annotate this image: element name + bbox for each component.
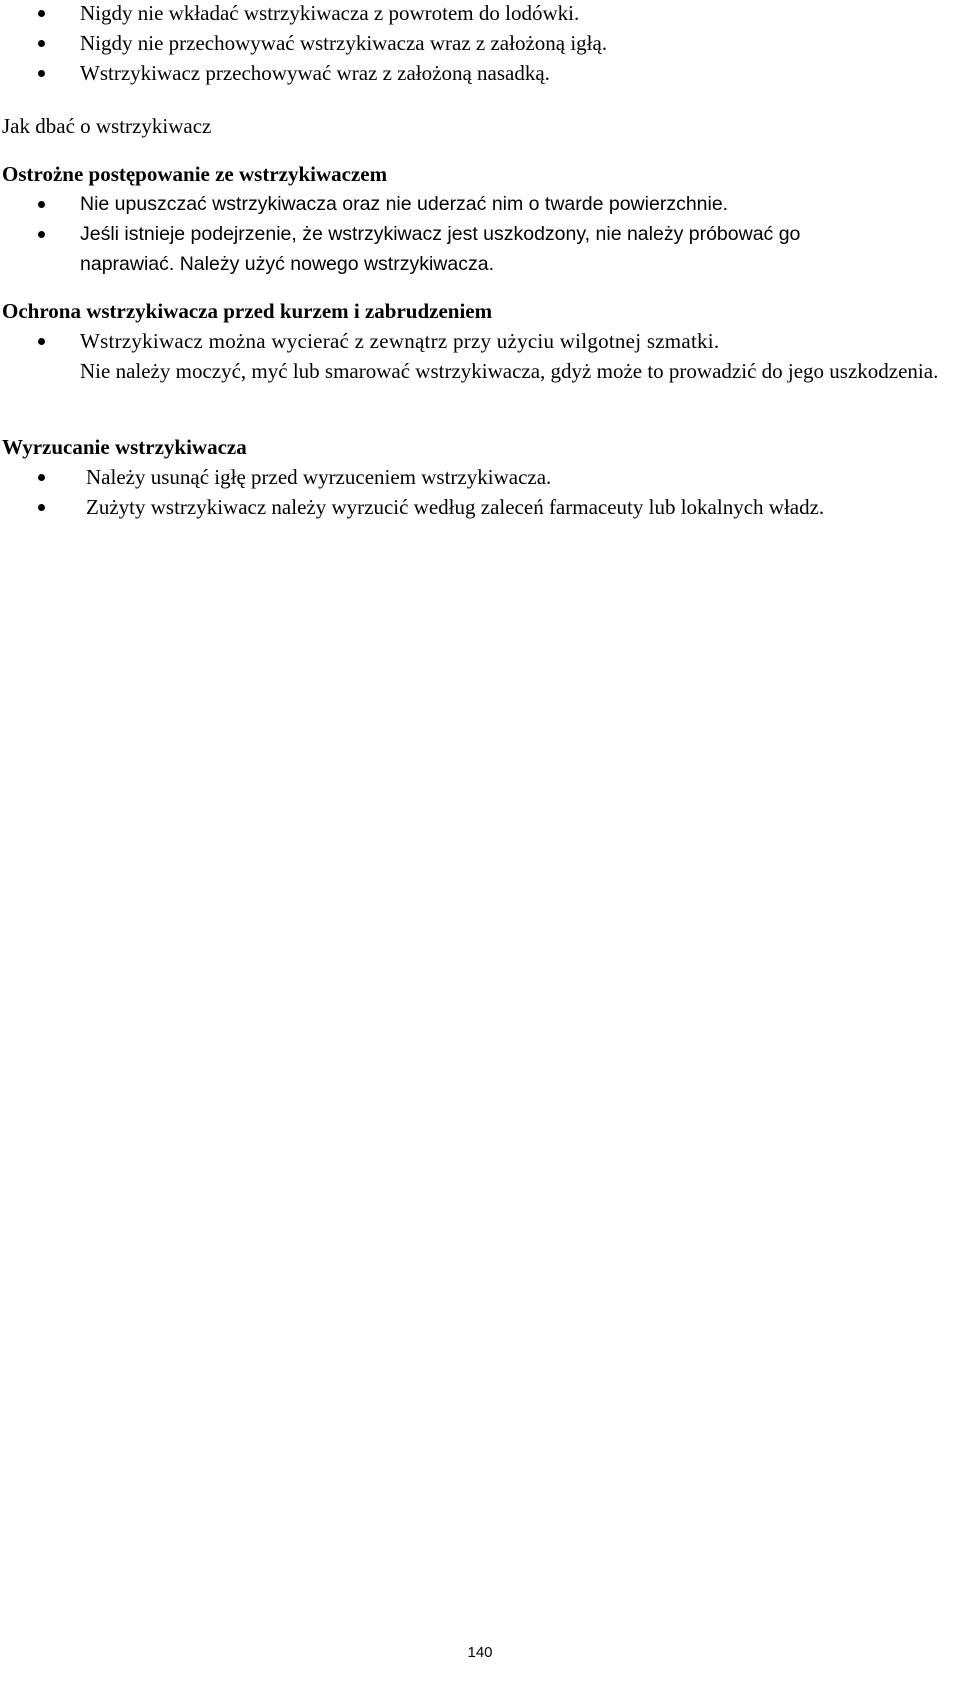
protection-note: Nie należy moczyć, myć lub smarować wstrzykiwacza, gdyż może to prowadzić do jego uszkodzenia. xyxy=(80,359,939,383)
list-item-text: Nigdy nie przechowywać wstrzykiwacza wraz z założoną igłą. xyxy=(80,31,608,55)
list-item xyxy=(0,28,960,58)
bullet-icon xyxy=(38,201,45,208)
section-title-protection: Ochrona wstrzykiwacza przed kurzem i zabrudzeniem xyxy=(2,299,493,323)
list-item xyxy=(0,326,960,356)
bullet-icon xyxy=(38,504,45,511)
list-item xyxy=(0,462,960,492)
list-item-text: Należy usunąć igłę przed wyrzuceniem wstrzykiwacza. xyxy=(86,465,552,489)
bullet-icon xyxy=(38,40,45,47)
bullet-icon xyxy=(38,231,45,238)
list-item xyxy=(0,492,960,522)
list-item-text: Zużyty wstrzykiwacz należy wyrzucić według zaleceń farmaceuty lub lokalnych władz. xyxy=(86,495,825,519)
handling-list xyxy=(0,189,960,279)
bullet-icon xyxy=(38,474,45,481)
list-item xyxy=(0,58,960,88)
list-item-text: Nie upuszczać wstrzykiwacza oraz nie uderzać nim o twarde powierzchnie. xyxy=(80,193,729,215)
section-title-disposal: Wyrzucanie wstrzykiwacza xyxy=(2,435,247,459)
list-item-text: Nigdy nie wkładać wstrzykiwacza z powrotem do lodówki. xyxy=(80,1,580,25)
protection-list xyxy=(0,326,960,356)
page-number: 140 xyxy=(467,1644,493,1661)
storage-list xyxy=(0,0,960,88)
list-item-text: Jeśli istnieje podejrzenie, że wstrzykiwacz jest uszkodzony, nie należy próbować go naprawiać. Należy użyć nowego wstrzykiwacza. xyxy=(80,223,801,275)
bullet-icon xyxy=(38,70,45,77)
disposal-list xyxy=(0,462,960,522)
list-item xyxy=(0,0,960,28)
bullet-icon xyxy=(38,10,45,17)
section-title-care: Jak dbać o wstrzykiwacz xyxy=(2,114,212,138)
bullet-icon xyxy=(38,338,45,345)
section-title-handling: Ostrożne postępowanie ze wstrzykiwaczem xyxy=(2,162,388,186)
list-item xyxy=(0,189,960,219)
list-item-text: Wstrzykiwacz przechowywać wraz z założoną nasadką. xyxy=(80,61,550,85)
list-item xyxy=(0,219,960,279)
list-item-text: Wstrzykiwacz można wycierać z zewnątrz przy użyciu wilgotnej szmatki. xyxy=(80,329,720,353)
